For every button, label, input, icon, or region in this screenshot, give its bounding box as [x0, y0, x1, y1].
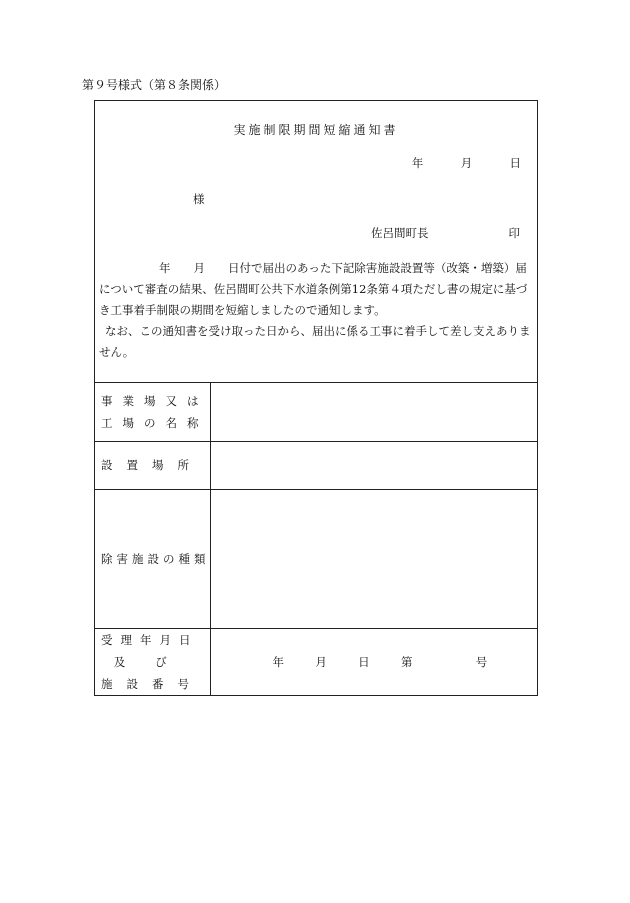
notice-paragraph-1-text: 年 月 日付で届出のあった下記除害施設設置等（改築・増築）届について審査の結果、佐呂間町公共下水道条例第12条第４項ただし書の規定に基づき工事着手制限の期間を短縮しましたので通知します。 — [99, 261, 528, 317]
receipt-number-suffix: 号 — [475, 655, 488, 670]
receipt-info-label — [95, 628, 210, 696]
label-line: 及び — [113, 655, 197, 670]
table-row — [95, 441, 537, 489]
document-title: 実施制限期間短縮通知書 — [233, 123, 399, 137]
label-line: 施設番号 — [101, 677, 203, 692]
notice-form — [94, 100, 538, 696]
receipt-day-label: 日 — [358, 655, 370, 670]
receipt-info-field[interactable] — [210, 628, 537, 696]
label-line: 除害施設の種類 — [101, 551, 210, 566]
facility-info-table — [95, 383, 537, 696]
date-year-label: 年 — [411, 156, 424, 170]
date-month-label: 月 — [460, 156, 473, 170]
notice-body — [99, 258, 533, 363]
form-number: 第９号様式（第８条関係） — [82, 78, 227, 92]
seal-mark: 印 — [508, 226, 520, 240]
installation-site-field[interactable] — [210, 441, 537, 489]
issue-date — [412, 155, 521, 171]
receipt-year-label: 年 — [272, 655, 284, 670]
label-line: 受理年月日 — [101, 633, 199, 648]
facility-type-label — [95, 489, 210, 628]
issuer-name: 佐呂間町長 — [371, 226, 429, 240]
facility-name-label — [95, 383, 210, 441]
facility-name-field[interactable] — [210, 383, 537, 441]
table-row — [95, 489, 537, 628]
receipt-date-number — [211, 654, 538, 670]
label-line: 設置場所 — [101, 458, 203, 472]
notice-paragraph-2: なお、この通知書を受け取った日から、届出に係る工事に着手して差し支えありません。 — [99, 324, 531, 359]
table-row — [95, 383, 537, 441]
table-row — [95, 628, 537, 696]
receipt-month-label: 月 — [315, 655, 327, 670]
label-line: 工場の名称 — [101, 415, 209, 430]
label-line: 事業場又は — [101, 393, 209, 408]
receipt-number-prefix: 第 — [400, 655, 413, 670]
date-day-label: 日 — [509, 156, 521, 170]
installation-site-label — [95, 441, 210, 489]
addressee-suffix: 様 — [193, 192, 205, 206]
notice-paragraph-1 — [99, 258, 533, 321]
facility-type-field[interactable] — [210, 489, 537, 628]
